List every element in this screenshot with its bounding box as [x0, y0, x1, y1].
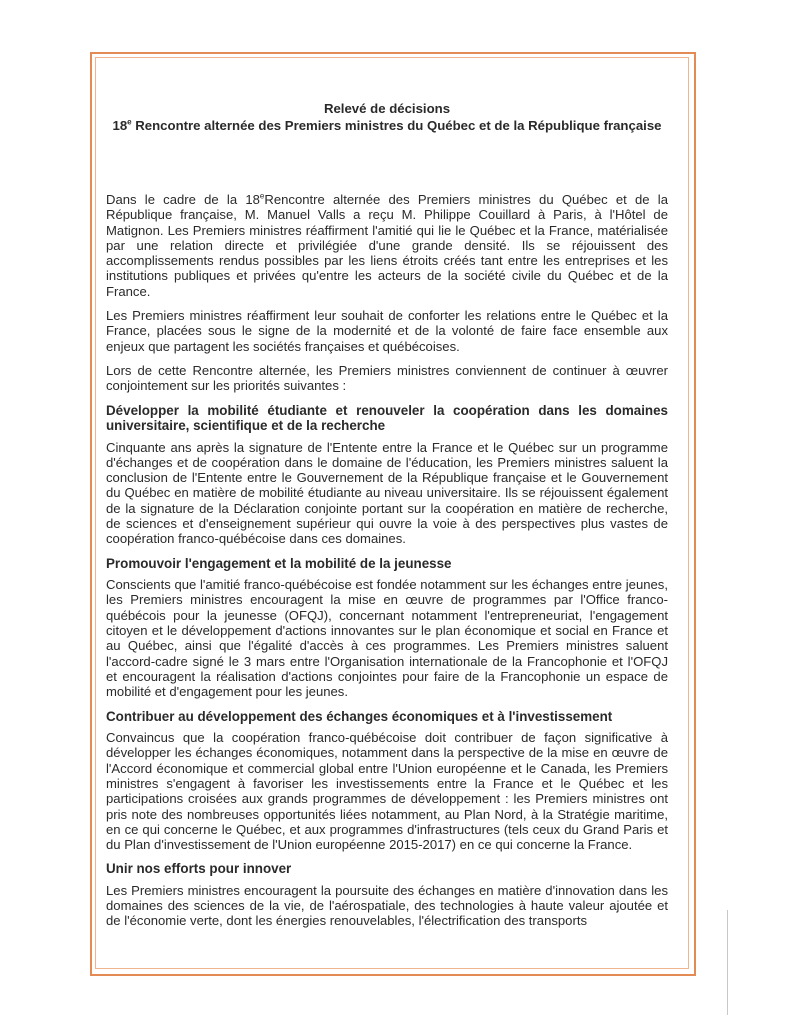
intro-paragraph — [106, 192, 668, 299]
title-line-1: Relevé de décisions — [323, 101, 451, 116]
section-heading-economie: Contribuer au développement des échanges économiques et à l'investissement — [106, 708, 613, 724]
title-number: 18 — [112, 118, 128, 133]
section-body-innovation: Les Premiers ministres encouragent la poursuite des échanges en matière d'innovation dans les domaines des sciences de la vie, de l'aérospatiale, des technologies à haute valeur ajoutée et de l'économie verte, dont les énergies renouvelables, l'électrification des transports — [106, 882, 668, 929]
section-body-jeunesse: Conscients que l'amitié franco-québécoise est fondée notamment sur les échanges entre jeunes, les Premiers ministres encouragent la mise en œuvre de programmes par l'Office franco-québécois pour la jeunesse (OFQJ), concernant notamment l'entrepreneuriat, l'engagement citoyen et le développement d'actions innovantes sur le plan économique et social en France et au Québec, ainsi que l'égalité d'accès à ces programmes. Les Premiers ministres saluent l'accord-cadre signé le 3 mars entre l'Organisation internationale de la Francophonie et l'OFQJ et encouragent la réalisation d'actions conjointes pour faire de la Francophonie un espace de mobilité et d'engagement pour les jeunes. — [106, 577, 668, 700]
section-body-economie: Convaincus que la coopération franco-québécoise doit contribuer de façon significative à développer les échanges économiques, notamment dans la perspective de la mise en œuvre de l'Accord économique et commercial global entre l'Union européenne et le Canada, les Premiers ministres s'engagent à favoriser les investissements entre la France et le Québec et les participations croisées aux grands programmes de développement : les Premiers ministres ont pris note des nombreuses opportunités liées notamment, au Plan Nord, à la Stratégie maritime, en ce qui concerne le Québec, et aux programmes d'infrastructures (tels ceux du Grand Paris et du Plan d'investissement de l'Union européenne 2015-2017) en ce qui concerne la France. — [106, 730, 668, 853]
intro-superscript: e — [259, 191, 265, 201]
intro-number: 18 — [245, 192, 260, 207]
section-heading-jeunesse: Promouvoir l'engagement et la mobilité de la jeunesse — [106, 555, 452, 571]
title-superscript: e — [127, 117, 132, 127]
title-line-2 — [106, 117, 668, 134]
section-heading-mobilite: Développer la mobilité étudiante et renouveler la coopération dans les domaines universitaire, scientifique et de la recherche — [106, 402, 668, 434]
scan-margin-line — [727, 910, 728, 1015]
title-text: Rencontre alternée des Premiers ministres du Québec et de la République française — [131, 118, 662, 133]
section-body-mobilite: Cinquante ans après la signature de l'Entente entre la France et le Québec sur un programme d'échanges et de coopération dans le domaine de l'éducation, les Premiers ministres saluent la conclusion de l'Entente entre le Gouvernement de la République française et le Gouvernement du Québec en matière de mobilité étudiante au niveau universitaire. Ils se réjouissent également de la signature de la Déclaration conjointe portant sur la coopération en matière de recherche, de sciences et d'enseignement supérieur qui ouvre la voie à des perspectives plus vastes de coopération franco-québécoise dans ces domaines. — [106, 439, 668, 547]
paragraph-3: Lors de cette Rencontre alternée, les Premiers ministres conviennent de continuer à œuvrer conjointement sur les priorités suivantes : — [106, 362, 668, 394]
intro-after: Rencontre alternée des Premiers ministres du Québec et de la République française, M. Manuel Valls a reçu M. Philippe Couillard à Paris, à l'Hôtel de Matignon. Les Premiers ministres réaffirment l'amitié qui lie le Québec et la France, matérialisée par une relation directe et privilégiée d'une grande densité. Ils se réjouissent des accomplissements rendus possibles par les liens étroits créés tant entre les entreprises et les institutions publiques et privées qu'entre les acteurs de la société civile du Québec et de la France. — [106, 192, 668, 299]
document-title — [106, 100, 668, 134]
intro-before: Dans le cadre de la — [106, 192, 246, 207]
document-body — [106, 100, 668, 938]
paragraph-2: Les Premiers ministres réaffirment leur souhait de conforter les relations entre le Québec et la France, placées sous le signe de la modernité et de la volonté de faire face ensemble aux enjeux que partagent les sociétés françaises et québécoises. — [106, 308, 668, 354]
section-heading-innovation: Unir nos efforts pour innover — [106, 861, 292, 877]
